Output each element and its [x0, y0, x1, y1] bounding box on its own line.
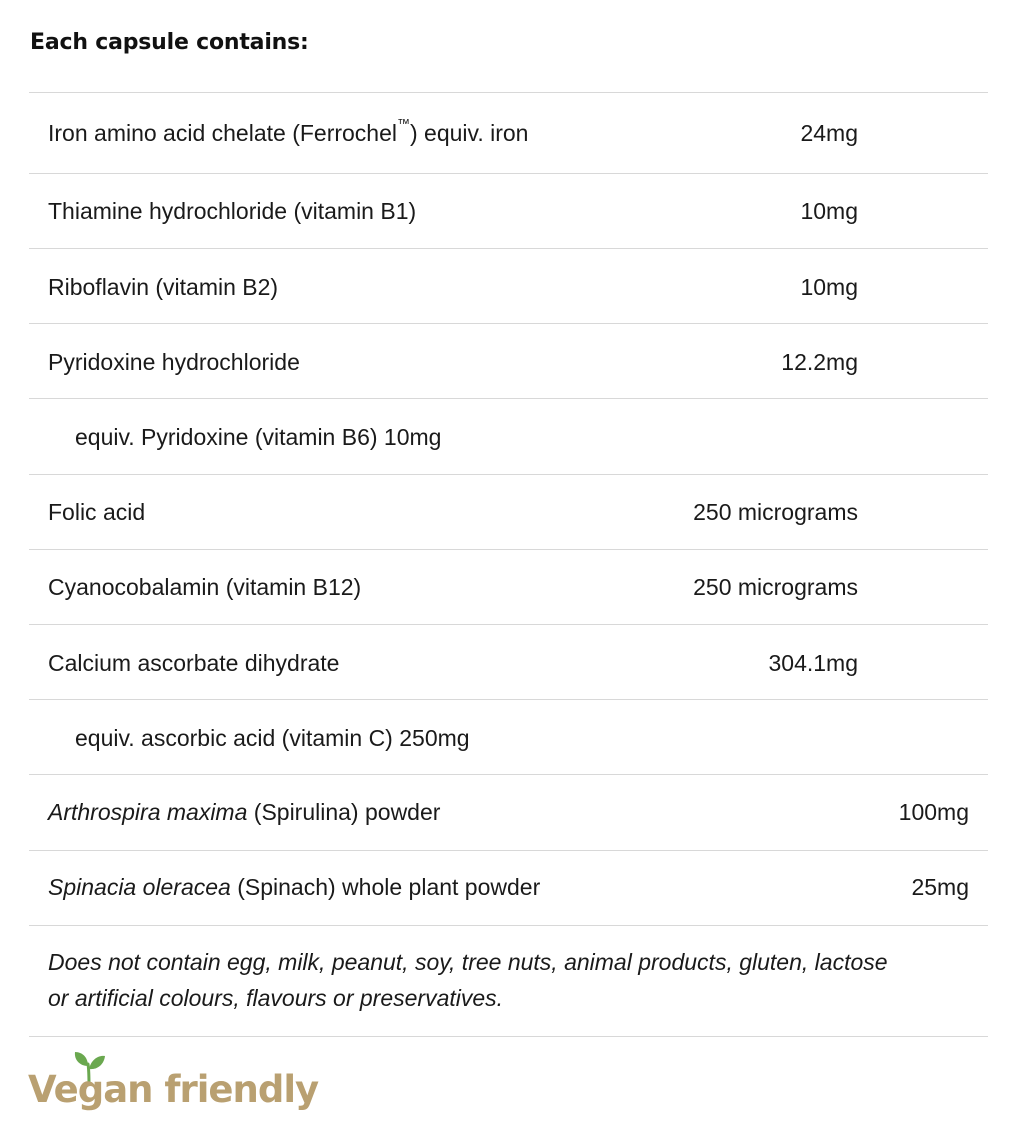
ingredient-amount: 10mg	[800, 274, 858, 300]
page-title: Each capsule contains:	[30, 30, 309, 55]
table-row	[29, 324, 988, 399]
table-row	[29, 700, 988, 775]
ingredient-amount: 12.2mg	[781, 349, 858, 375]
table-row	[29, 174, 988, 249]
ingredient-amount: 10mg	[800, 198, 858, 224]
ingredient-amount: 100mg	[898, 799, 969, 825]
table-row	[29, 625, 988, 700]
ingredient-amount: 25mg	[911, 874, 969, 900]
ingredient-name: Arthrospira maxima (Spirulina) powder	[48, 799, 441, 825]
ingredient-name: Calcium ascorbate dihydrate	[48, 650, 340, 676]
ingredient-equivalent: equiv. Pyridoxine (vitamin B6) 10mg	[75, 424, 442, 450]
allergen-note: Does not contain egg, milk, peanut, soy, tree nuts, animal products, gluten, lactose or artificial colours, flavours or preservatives.	[48, 949, 888, 1011]
table-row	[29, 851, 988, 926]
vegan-friendly-label: Vegan friendly	[28, 1068, 319, 1111]
vegan-friendly-badge	[28, 1050, 319, 1120]
ingredient-amount: 250 micrograms	[693, 499, 858, 525]
ingredient-name: Thiamine hydrochloride (vitamin B1)	[48, 198, 417, 224]
ingredient-name: Riboflavin (vitamin B2)	[48, 274, 279, 300]
ingredient-name: Iron amino acid chelate (Ferrochel™) equiv. iron	[48, 116, 529, 146]
ingredient-amount: 304.1mg	[768, 650, 858, 676]
ingredient-name: Pyridoxine hydrochloride	[48, 349, 300, 375]
ingredient-name: Folic acid	[48, 499, 146, 525]
ingredient-name: Spinacia oleracea (Spinach) whole plant powder	[48, 874, 541, 900]
ingredient-name: Cyanocobalamin (vitamin B12)	[48, 574, 362, 600]
ingredient-amount: 250 micrograms	[693, 574, 858, 600]
table-row	[29, 475, 988, 550]
ingredient-equivalent: equiv. ascorbic acid (vitamin C) 250mg	[75, 725, 470, 751]
ingredients-table	[29, 92, 988, 1037]
table-row	[29, 775, 988, 851]
table-row	[29, 249, 988, 324]
table-row	[29, 550, 988, 625]
allergen-note-row	[29, 926, 988, 1037]
table-row	[29, 93, 988, 174]
ingredient-amount: 24mg	[800, 120, 858, 146]
table-row	[29, 399, 988, 475]
